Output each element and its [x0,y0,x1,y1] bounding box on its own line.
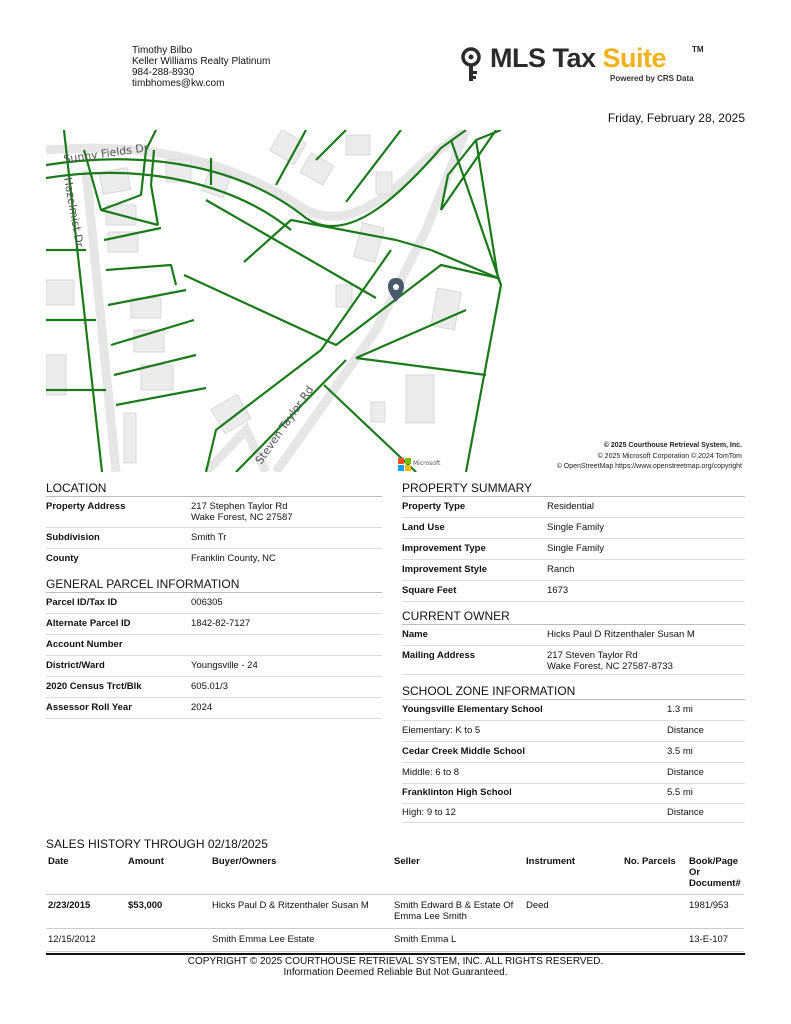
summary-label: Improvement Type [402,543,486,554]
property-address-value: 217 Stephen Taylor Rd Wake Forest, NC 27587 [191,501,293,523]
agent-company: Keller Williams Realty Platinum [132,56,271,67]
summary-row [402,539,745,560]
school-distance: 1.3 mi [667,704,693,715]
sales-header-row [46,852,744,895]
street-label-steven-taylor: Steven Taylor Rd [252,383,317,467]
school-distance-label: Distance [667,725,704,736]
general-parcel-heading: GENERAL PARCEL INFORMATION [46,577,382,593]
parcel-row [46,698,382,719]
school-row [402,783,745,804]
parcel-label: Account Number [46,639,123,650]
key-icon [460,47,482,83]
parcel-value: 2024 [191,702,213,713]
school-row [402,742,745,763]
summary-label: Square Feet [402,585,457,596]
parcel-row [46,677,382,698]
summary-row [402,497,745,518]
parcel-row [46,614,382,635]
location-heading: LOCATION [46,481,382,497]
sale-book: 1981/953 [687,895,744,929]
current-owner-heading: CURRENT OWNER [402,609,745,625]
sale-book: 13-E-107 [687,929,744,952]
copyright-text: COPYRIGHT © 2025 COURTHOUSE RETRIEVAL SYSTEM, INC. ALL RIGHTS RESERVED. [187,956,604,967]
parcel-label: Parcel ID/Tax ID [46,597,118,608]
col-header-buyer: Buyer/Owners [210,852,392,895]
parcel-value: 1842-82-7127 [191,618,251,629]
col-header-parcels: No. Parcels [622,852,687,895]
location-value: Smith Tr [191,532,227,543]
sales-history-table [46,852,744,952]
sale-amount: $53,000 [126,895,210,929]
summary-label: Land Use [402,522,445,533]
parcel-row [46,635,382,656]
owner-label: Mailing Address [402,650,476,661]
location-label: County [46,553,79,564]
col-header-book: Book/Page Or Document# [687,852,744,895]
location-label: Property Address [46,501,126,512]
school-distance: 3.5 mi [667,746,693,757]
agent-phone: 984-288-8930 [132,67,195,78]
school-row [402,763,745,784]
parcel-label: Alternate Parcel ID [46,618,131,629]
table-row [46,895,744,929]
location-row [46,549,382,569]
parcel-value: 006305 [191,597,223,608]
summary-row [402,581,745,602]
summary-value: 1673 [547,585,569,596]
table-row [46,929,744,952]
logo-tagline: Powered by CRS Data [610,74,694,83]
school-distance: 5.5 mi [667,787,693,798]
sale-buyer: Hicks Paul D & Ritzenthaler Susan M [210,895,392,929]
sale-parcels [622,929,687,952]
sale-buyer: Smith Emma Lee Estate [210,929,392,952]
school-row [402,721,745,742]
sale-seller: Smith Edward B & Estate Of Emma Lee Smith [392,895,524,929]
sale-parcels [622,895,687,929]
footer [0,956,791,978]
school-zone-heading: SCHOOL ZONE INFORMATION [402,684,745,700]
summary-label: Improvement Style [402,564,487,575]
school-row [402,803,745,823]
owner-row [402,625,745,646]
map-attribution-microsoft: © 2025 Microsoft Corporation © 2024 TomTom [597,453,742,460]
summary-value: Residential [547,501,594,512]
sale-date: 2/23/2015 [46,895,126,929]
mls-tax-suite-logo [460,43,720,88]
col-header-date: Date [46,852,126,895]
school-grades: High: 9 to 12 [402,807,456,818]
sales-history-heading: SALES HISTORY THROUGH 02/18/2025 [46,837,268,851]
location-value: Franklin County, NC [191,553,276,564]
street-label-hazelmist: Hazelmist Dr [61,176,87,249]
sale-seller: Smith Emma L [392,929,524,952]
school-name: Franklinton High School [402,787,512,798]
summary-row [402,518,745,539]
col-header-seller: Seller [392,852,524,895]
location-label: Subdivision [46,532,100,543]
school-row [402,700,745,721]
report-date: Friday, February 28, 2025 [607,111,745,125]
summary-row [402,560,745,581]
summary-value: Ranch [547,564,575,575]
logo-wordmark: MLS Tax Suite [490,43,667,73]
summary-value: Single Family [547,543,605,554]
school-distance-label: Distance [667,807,704,818]
school-distance-label: Distance [667,767,704,778]
parcel-label: Assessor Roll Year [46,702,132,713]
summary-value: Single Family [547,522,605,533]
property-summary-heading: PROPERTY SUMMARY [402,481,745,497]
owner-value: Hicks Paul D Ritzenthaler Susan M [547,629,695,640]
parcel-map[interactable] [46,130,746,472]
svg-text:Microsoft: Microsoft [413,460,441,467]
map-attribution-osm[interactable]: © OpenStreetMap https://www.openstreetmap.org/copyright [556,463,742,470]
parcel-value: Youngsville - 24 [191,660,258,671]
disclaimer-text: Information Deemed Reliable But Not Guaranteed. [283,967,508,978]
logo-trademark: TM [692,45,704,54]
owner-label: Name [402,629,428,640]
school-grades: Elementary: K to 5 [402,725,481,736]
summary-label: Property Type [402,501,466,512]
sale-date: 12/15/2012 [46,929,126,952]
school-name: Youngsville Elementary School [402,704,543,715]
sale-amount [126,929,210,952]
col-header-instrument: Instrument [524,852,622,895]
parcel-row [46,656,382,677]
sale-instrument [524,929,622,952]
location-row [46,528,382,549]
agent-contact [132,45,270,89]
parcel-map-canvas [46,130,746,472]
agent-email: timbhomes@kw.com [132,78,225,89]
school-grades: Middle: 6 to 8 [402,767,460,778]
parcel-label: District/Ward [46,660,105,671]
location-row [46,497,382,528]
parcel-label: 2020 Census Trct/Blk [46,681,142,692]
map-attribution-crs: © 2025 Courthouse Retrieval System, Inc. [603,442,742,449]
col-header-amount: Amount [126,852,210,895]
school-name: Cedar Creek Middle School [402,746,526,757]
parcel-value: 605.01/3 [191,681,228,692]
parcel-row [46,593,382,614]
mailing-address-value: 217 Steven Taylor Rd Wake Forest, NC 27587-8733 [547,650,673,672]
sale-instrument: Deed [524,895,622,929]
footer-divider [46,953,745,955]
street-label-sunny-fields: Sunny Fields Dr [62,141,150,166]
agent-name: Timothy Bilbo [132,45,193,56]
owner-row [402,646,745,675]
